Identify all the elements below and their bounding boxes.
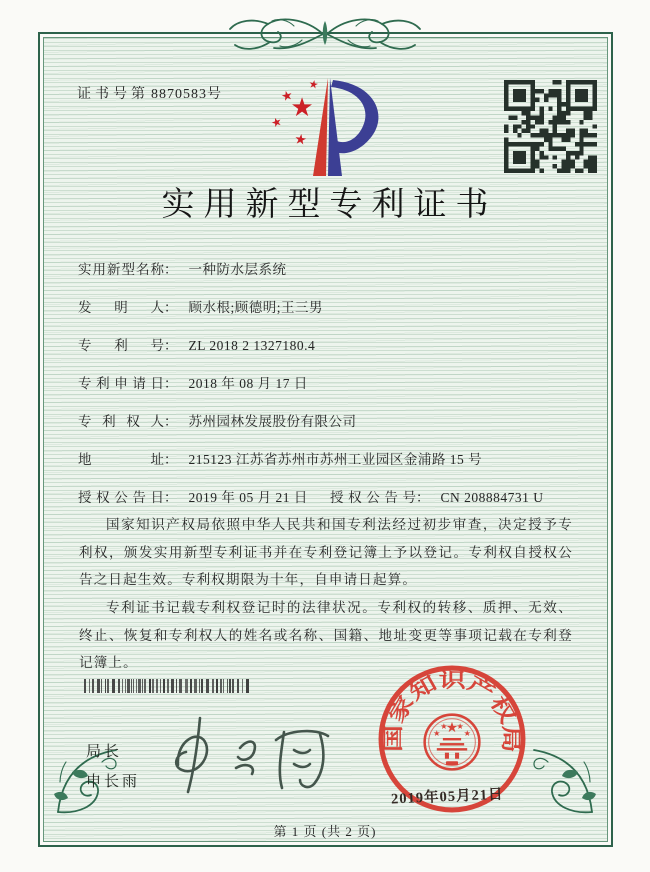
seal-date: 2019年05月21日	[390, 786, 504, 808]
grant-date-value: 2019 年 05 月 21 日	[188, 490, 308, 505]
field-colon: ：	[164, 414, 178, 429]
field-colon: ：	[416, 490, 430, 505]
field-row-patentee	[78, 410, 357, 430]
legal-paragraph-2: 专利证书记载专利权登记时的法律状况。专利权的转移、质押、无效、终止、恢复和专利权人的姓名或名称、国籍、地址变更等事项记载在专利登记簿上。	[79, 600, 573, 671]
svg-text:★: ★	[463, 727, 471, 738]
legal-paragraph-1: 国家知识产权局依照中华人民共和国专利法经过初步审查，决定授予专利权，颁发实用新型专利证书并在专利登记簿上予以登记。专利权自授权公告之日起生效。专利权期限为十年，自申请日起算。	[79, 517, 573, 588]
director-title: 局长	[86, 744, 123, 760]
national-emblem-icon	[425, 715, 480, 770]
barcode	[83, 679, 249, 693]
cnipa-patent-logo-icon	[258, 72, 406, 184]
field-label: 授权公告号	[330, 490, 416, 505]
field-label: 专利号	[78, 338, 164, 353]
field-colon: ：	[164, 338, 178, 353]
grant-number-value: CN 208884731 U	[440, 490, 544, 505]
patentee-value: 苏州园林发展股份有限公司	[188, 414, 357, 429]
seal-text: 国家知识产权局	[382, 669, 522, 753]
field-row-address	[78, 448, 482, 468]
field-label: 专利权人	[78, 414, 164, 429]
director-signature	[148, 710, 348, 798]
svg-text:★: ★	[290, 93, 314, 123]
patent-number-value: ZL 2018 2 1327180.4	[188, 338, 316, 353]
field-colon: ：	[164, 262, 178, 277]
field-row-patent-number	[78, 334, 315, 354]
field-label: 地址	[78, 452, 164, 467]
field-colon: ：	[164, 300, 178, 315]
field-colon: ：	[164, 452, 178, 467]
field-row-grant-number	[330, 486, 544, 506]
qr-code	[504, 80, 597, 173]
top-border-ornament-icon	[210, 12, 440, 56]
corner-flourish-right-icon	[528, 742, 608, 822]
field-row-inventors	[78, 296, 323, 316]
certificate-title: 实用新型专利证书	[161, 187, 498, 223]
field-row-filing-date	[78, 372, 308, 392]
svg-text:★: ★	[279, 87, 295, 106]
page-number: 第 1 页 (共 2 页)	[273, 824, 377, 839]
certificate-number-prefix: 证书号第	[77, 87, 149, 102]
certificate-number	[77, 83, 221, 103]
svg-text:★: ★	[440, 720, 448, 731]
field-row-grant-date	[78, 486, 308, 506]
field-colon: ：	[164, 376, 178, 391]
certificate-number-value: 8870583	[151, 87, 207, 102]
field-label: 实用新型名称	[78, 262, 164, 277]
utility-model-name-value: 一种防水层系统	[188, 262, 287, 277]
director-name: 申长雨	[86, 774, 141, 790]
field-label: 授权公告日	[78, 490, 164, 505]
svg-text:★: ★	[433, 727, 441, 738]
director-block	[86, 737, 140, 797]
filing-date-value: 2018 年 08 月 17 日	[188, 376, 308, 391]
field-label: 发明人	[78, 300, 164, 315]
inventors-value: 顾水根;顾德明;王三男	[188, 300, 324, 315]
field-colon: ：	[164, 490, 178, 505]
field-row-utility-model-name	[78, 258, 287, 278]
svg-text:★: ★	[293, 131, 308, 149]
legal-text	[79, 511, 573, 677]
svg-text:★: ★	[269, 113, 285, 131]
svg-text:★: ★	[307, 77, 320, 92]
certificate-number-suffix: 号	[207, 87, 221, 102]
field-label: 专利申请日	[78, 376, 164, 391]
svg-text:★: ★	[445, 719, 459, 736]
address-value: 215123 江苏省苏州市苏州工业园区金浦路 15 号	[188, 452, 483, 467]
svg-text:★: ★	[456, 720, 464, 731]
